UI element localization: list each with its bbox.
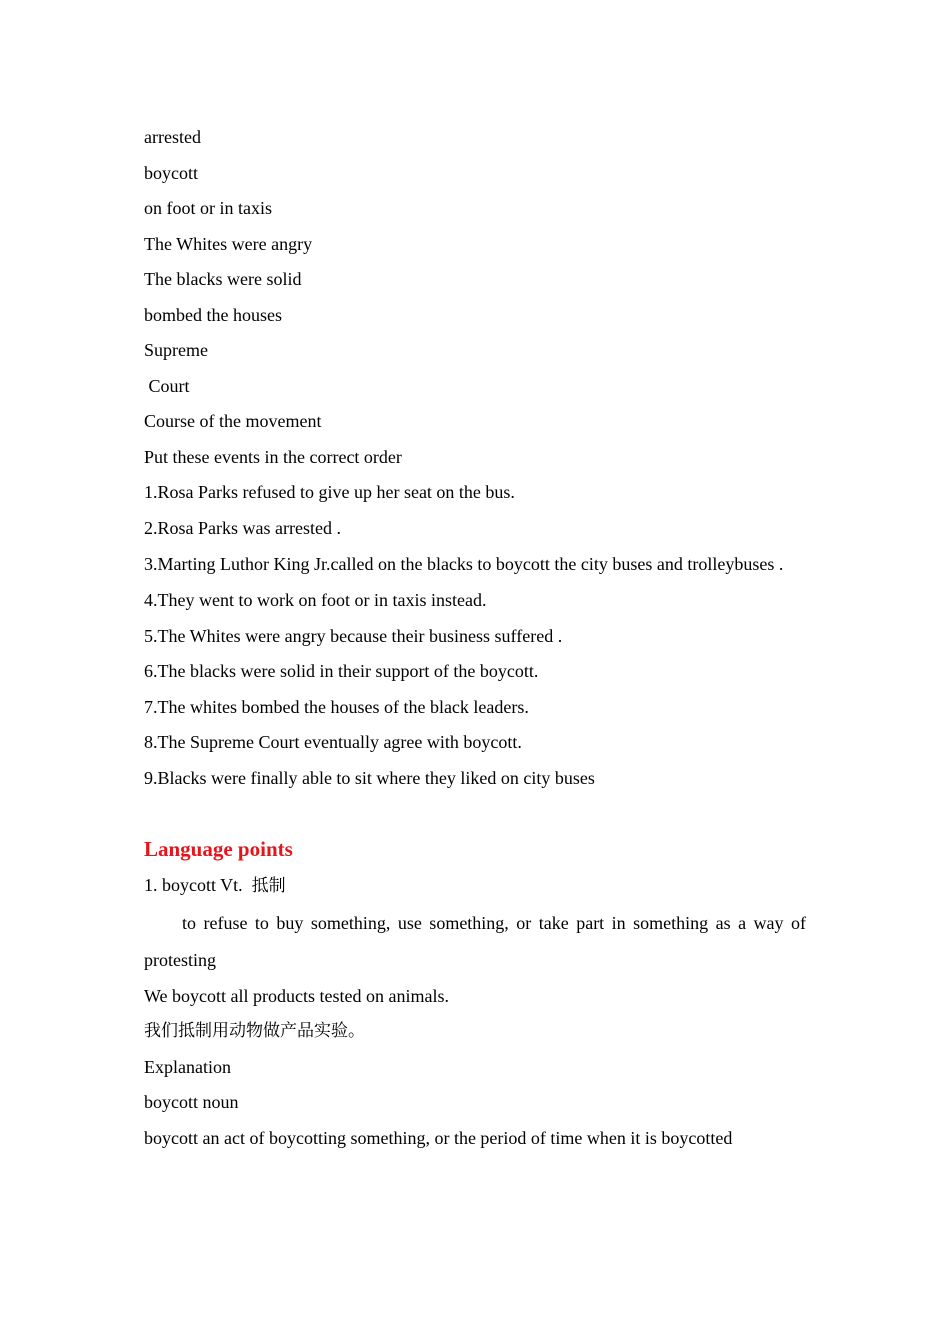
event-item: 1.Rosa Parks refused to give up her seat on the bus.	[144, 482, 515, 502]
language-points-heading: Language points	[144, 837, 293, 861]
vocab-definition: to refuse to buy something, use something, or take part in something as a way of protesting	[144, 912, 806, 970]
event-item: 3.Marting Luthor King Jr.called on the blacks to boycott the city buses and trolleybuses .	[144, 554, 784, 574]
summary-item: on foot or in taxis	[144, 198, 272, 218]
event-item: 7.The whites bombed the houses of the black leaders.	[144, 696, 529, 717]
noun-label: boycott noun	[144, 1092, 239, 1112]
example-sentence-en: We boycott all products tested on animals.	[144, 985, 449, 1006]
document-page	[144, 120, 806, 1156]
summary-item: bombed the houses	[144, 304, 282, 325]
summary-item: Court	[144, 375, 190, 396]
vocab-word-cn: 抵制	[251, 876, 286, 896]
summary-item: boycott	[144, 162, 198, 183]
summary-item: The blacks were solid	[144, 269, 302, 289]
instruction: Put these events in the correct order	[144, 446, 402, 467]
summary-item: arrested	[144, 127, 201, 147]
summary-item: The Whites were angry	[144, 233, 313, 254]
event-item: 2.Rosa Parks was arrested .	[144, 517, 341, 538]
event-item: 5.The Whites were angry because their business suffered .	[144, 625, 563, 646]
vocab-item-title	[144, 868, 806, 905]
course-title: Course of the movement	[144, 411, 322, 431]
event-item: 9.Blacks were finally able to sit where they liked on city buses	[144, 767, 595, 788]
event-item: 4.They went to work on foot or in taxis instead.	[144, 590, 487, 610]
event-item: 6.The blacks were solid in their support of the boycott.	[144, 661, 539, 681]
summary-item: Supreme	[144, 340, 208, 360]
example-sentence-cn: 我们抵制用动物做产品实验。	[144, 1021, 365, 1041]
event-item: 8.The Supreme Court eventually agree with boycott.	[144, 732, 522, 752]
vocab-word: 1. boycott Vt.	[144, 875, 243, 895]
noun-definition: boycott an act of boycotting something, or the period of time when it is boycotted	[144, 1127, 733, 1148]
section-spacer	[144, 796, 806, 830]
explanation-label: Explanation	[144, 1056, 231, 1077]
